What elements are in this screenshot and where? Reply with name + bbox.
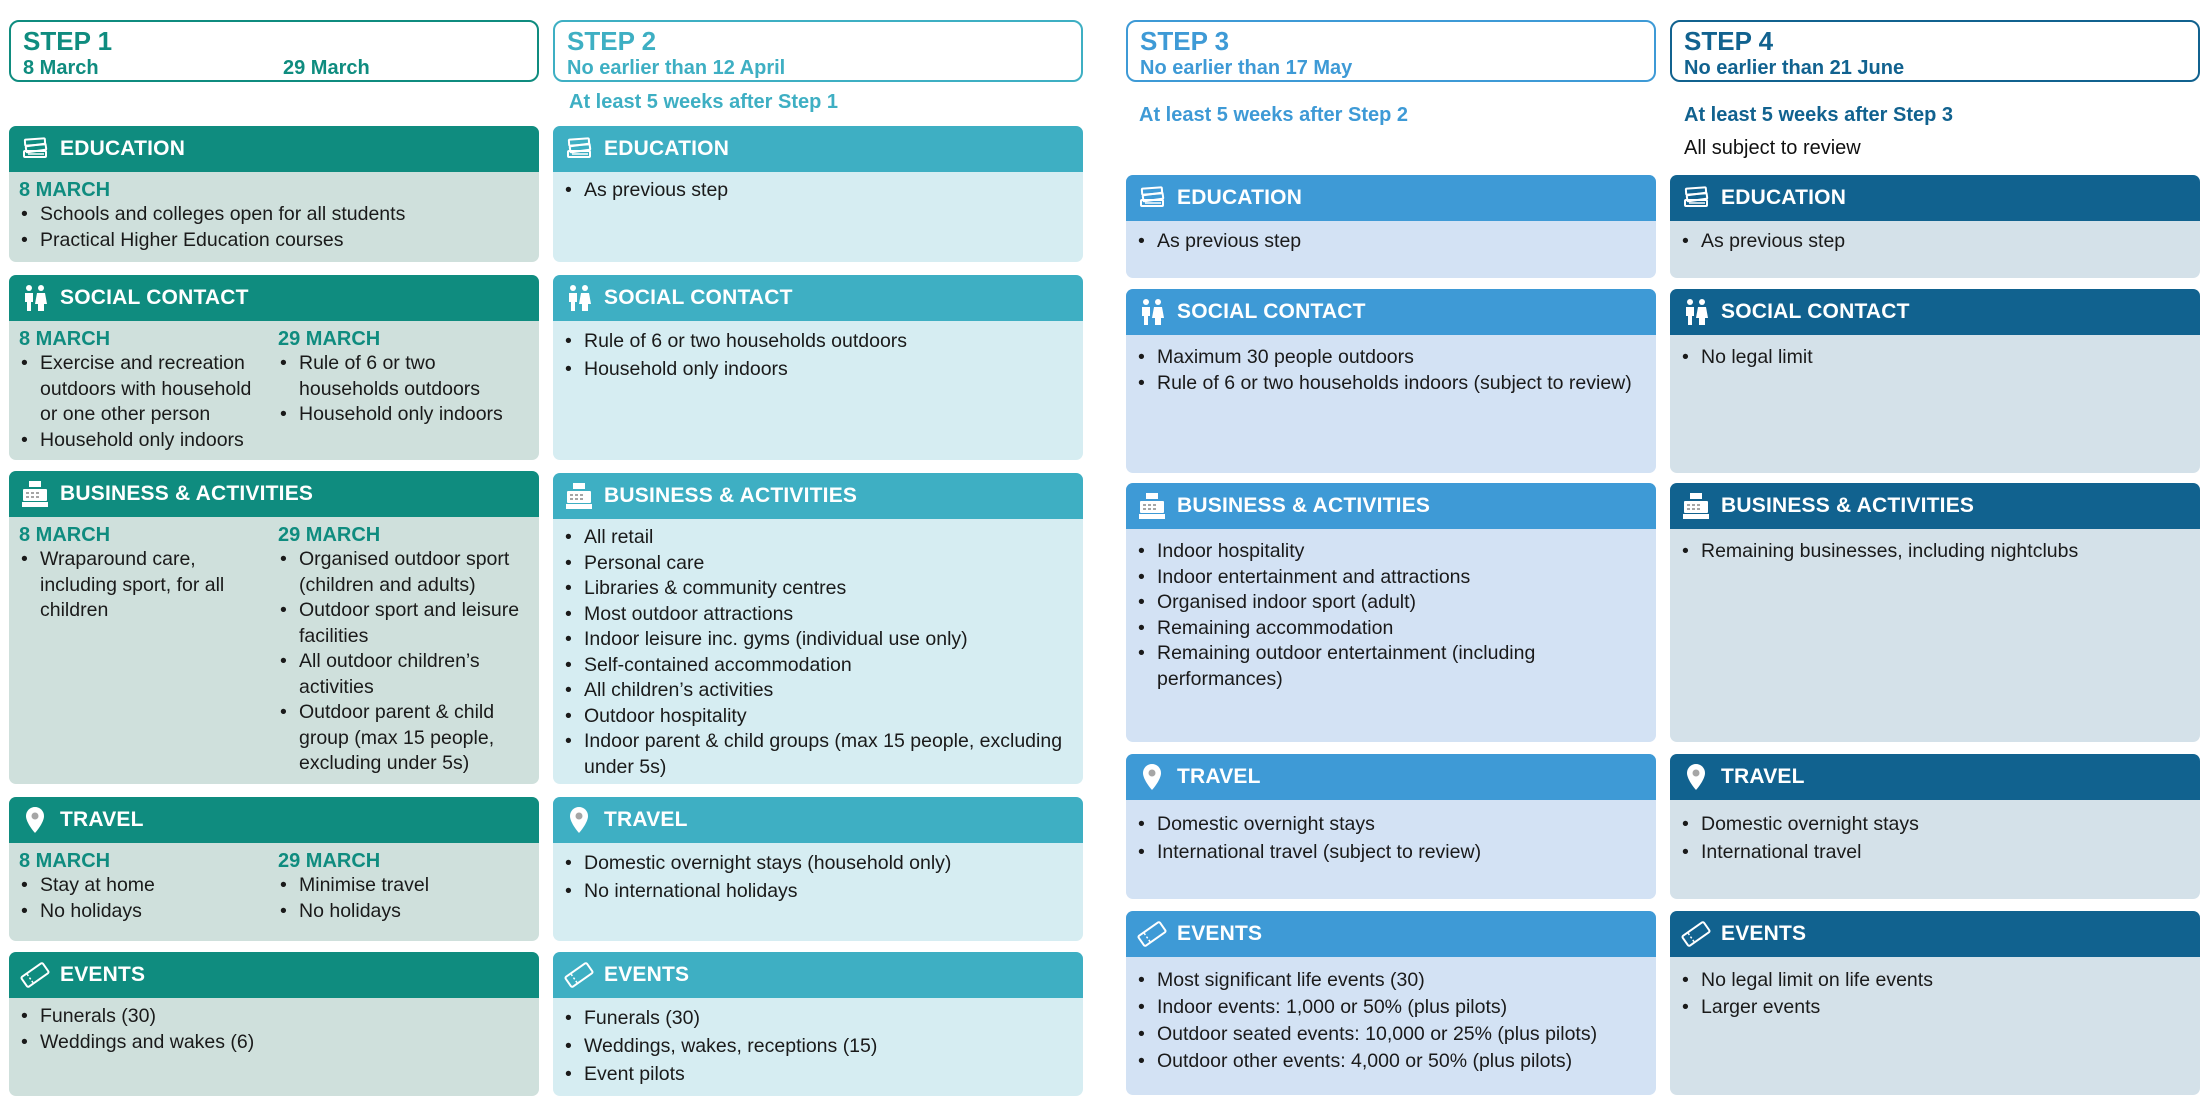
list-item: • Rule of 6 or two households outdoors	[563, 327, 1073, 355]
list-item: • Funerals (30)	[19, 1004, 529, 1030]
list-item: • All outdoor children’s activities	[278, 649, 529, 700]
people-icon	[564, 283, 594, 313]
list-item: • Household only indoors	[563, 355, 1073, 383]
step-3-education-card	[1126, 175, 1656, 278]
list-item: • Event pilots	[563, 1060, 1073, 1088]
step-3-note: At least 5 weeks after Step 2	[1139, 104, 1409, 126]
ticket-icon	[20, 960, 50, 990]
step-1-education-header	[9, 126, 539, 172]
step-2-travel-card	[553, 797, 1083, 941]
step-4-education-header	[1670, 175, 2200, 221]
step-3-date: No earlier than 17 May	[1140, 57, 1353, 79]
step-4-business-card	[1670, 483, 2200, 742]
step-4-header	[1670, 20, 2200, 82]
books-icon	[564, 134, 594, 164]
date-subheading: 8 MARCH	[19, 524, 111, 546]
list-item: • Household only indoors	[278, 402, 529, 428]
list-item: • Weddings and wakes (6)	[19, 1030, 529, 1056]
books-icon	[20, 134, 50, 164]
step-3-events-header	[1126, 911, 1656, 957]
list-item: • Rule of 6 or two households indoors (subject to review)	[1136, 371, 1646, 397]
step-4-travel-header	[1670, 754, 2200, 800]
ticket-icon	[1137, 919, 1167, 949]
step-3-travel-header	[1126, 754, 1656, 800]
cash-register-icon	[564, 481, 594, 511]
step-3-header	[1126, 20, 1656, 82]
section-title: TRAVEL	[604, 808, 688, 831]
section-title: TRAVEL	[1177, 765, 1261, 788]
ticket-icon	[1681, 919, 1711, 949]
section-title: BUSINESS & ACTIVITIES	[604, 484, 858, 507]
list-item: • Schools and colleges open for all students	[19, 202, 529, 228]
section-title: EDUCATION	[60, 137, 186, 160]
list-item: • Remaining accommodation	[1136, 616, 1646, 642]
section-title: BUSINESS & ACTIVITIES	[1177, 494, 1431, 517]
section-title: EVENTS	[1177, 922, 1263, 945]
step-2-social-card	[553, 275, 1083, 460]
list-item: • Stay at home	[19, 873, 270, 899]
step-4-social-card	[1670, 289, 2200, 473]
list-item: • Most outdoor attractions	[563, 602, 1073, 628]
location-pin-icon	[564, 805, 594, 835]
list-item: • Libraries & community centres	[563, 576, 1073, 602]
step-2-business-header	[553, 473, 1083, 519]
step-2-title: STEP 2	[567, 26, 657, 56]
section-title: BUSINESS & ACTIVITIES	[60, 482, 314, 505]
step-3-education-header	[1126, 175, 1656, 221]
list-item: • Larger events	[1680, 994, 2190, 1021]
list-item: • No international holidays	[563, 877, 1073, 905]
list-item: • Domestic overnight stays (household only)	[563, 849, 1073, 877]
section-title: SOCIAL CONTACT	[60, 286, 249, 309]
list-item: • Indoor hospitality	[1136, 539, 1646, 565]
list-item: • Practical Higher Education courses	[19, 228, 529, 254]
step-4-business-header	[1670, 483, 2200, 529]
list-item: • Weddings, wakes, receptions (15)	[563, 1032, 1073, 1060]
step-3-events-card	[1126, 911, 1656, 1095]
step-4-events-card	[1670, 911, 2200, 1095]
section-title: SOCIAL CONTACT	[1177, 300, 1366, 323]
list-item: • Indoor events: 1,000 or 50% (plus pilots)	[1136, 994, 1646, 1021]
list-item: • Funerals (30)	[563, 1004, 1073, 1032]
list-item: • International travel (subject to review)	[1136, 838, 1646, 866]
step-4-title: STEP 4	[1684, 26, 1774, 56]
list-item: • Indoor entertainment and attractions	[1136, 565, 1646, 591]
list-item: • As previous step	[1136, 229, 1646, 255]
step-2-header	[553, 20, 1083, 82]
list-item: • No holidays	[19, 899, 270, 925]
step-1-education-card	[9, 126, 539, 262]
list-item: • No holidays	[278, 899, 529, 925]
step-1-events-card	[9, 952, 539, 1096]
location-pin-icon	[20, 805, 50, 835]
step-2-events-header	[553, 952, 1083, 998]
step-2-note: At least 5 weeks after Step 1	[569, 91, 839, 113]
section-title: EDUCATION	[1721, 186, 1847, 209]
date-subheading: 8 MARCH	[19, 179, 111, 201]
section-title: EDUCATION	[604, 137, 730, 160]
step-4-note-review: All subject to review	[1684, 137, 1861, 159]
section-title: SOCIAL CONTACT	[1721, 300, 1910, 323]
list-item: • Outdoor seated events: 10,000 or 25% (plus pilots)	[1136, 1021, 1646, 1048]
section-title: TRAVEL	[60, 808, 144, 831]
list-item: • Rule of 6 or two households outdoors	[278, 351, 529, 402]
cash-register-icon	[1137, 491, 1167, 521]
step-3-business-header	[1126, 483, 1656, 529]
list-item: • International travel	[1680, 838, 2190, 866]
step-1-business-card	[9, 471, 539, 784]
cash-register-icon	[20, 479, 50, 509]
step-2-date: No earlier than 12 April	[567, 57, 786, 79]
step-4-travel-card	[1670, 754, 2200, 899]
step-4-date: No earlier than 21 June	[1684, 57, 1905, 79]
step-4-note: At least 5 weeks after Step 3	[1684, 104, 1954, 126]
list-item: • Minimise travel	[278, 873, 529, 899]
books-icon	[1681, 183, 1711, 213]
list-item: • Organised indoor sport (adult)	[1136, 590, 1646, 616]
books-icon	[1137, 183, 1167, 213]
step-3-business-card	[1126, 483, 1656, 742]
list-item: • As previous step	[563, 178, 1073, 204]
cash-register-icon	[1681, 491, 1711, 521]
list-item: • Outdoor other events: 4,000 or 50% (plus pilots)	[1136, 1048, 1646, 1075]
step-2-events-card	[553, 952, 1083, 1096]
location-pin-icon	[1681, 762, 1711, 792]
list-item: • No legal limit	[1680, 345, 2190, 371]
ticket-icon	[564, 960, 594, 990]
list-item: • Wraparound care, including sport, for all children	[19, 547, 270, 624]
list-item: • Remaining outdoor entertainment (including performances)	[1136, 641, 1646, 692]
list-item: • Domestic overnight stays	[1680, 810, 2190, 838]
list-item: • Outdoor hospitality	[563, 704, 1073, 730]
section-title: EVENTS	[60, 963, 146, 986]
step-4-events-header	[1670, 911, 2200, 957]
step-2-travel-header	[553, 797, 1083, 843]
section-title: BUSINESS & ACTIVITIES	[1721, 494, 1975, 517]
step-1-header	[9, 20, 539, 82]
step-2-education-header	[553, 126, 1083, 172]
list-item: • Most significant life events (30)	[1136, 967, 1646, 994]
list-item: • Domestic overnight stays	[1136, 810, 1646, 838]
list-item: • Personal care	[563, 551, 1073, 577]
step-1-travel-header	[9, 797, 539, 843]
list-item: • Organised outdoor sport (children and adults)	[278, 547, 529, 598]
people-icon	[1137, 297, 1167, 327]
section-title: EDUCATION	[1177, 186, 1303, 209]
date-subheading: 8 MARCH	[19, 850, 111, 872]
list-item: • Outdoor parent & child group (max 15 people, excluding under 5s)	[278, 700, 529, 777]
date-subheading: 8 MARCH	[19, 328, 111, 350]
list-item: • Remaining businesses, including nightclubs	[1680, 539, 2190, 565]
location-pin-icon	[1137, 762, 1167, 792]
list-item: • All retail	[563, 525, 1073, 551]
list-item: • Indoor leisure inc. gyms (individual use only)	[563, 627, 1073, 653]
step-2-education-card	[553, 126, 1083, 262]
step-2-social-header	[553, 275, 1083, 321]
date-subheading: 29 MARCH	[278, 328, 381, 350]
step-1-events-header	[9, 952, 539, 998]
step-3-title: STEP 3	[1140, 26, 1230, 56]
people-icon	[20, 283, 50, 313]
list-item: • All children’s activities	[563, 678, 1073, 704]
step-1-date-1: 8 March	[23, 57, 99, 79]
date-subheading: 29 MARCH	[278, 850, 381, 872]
list-item: • Exercise and recreation outdoors with household or one other person	[19, 351, 270, 428]
section-title: EVENTS	[604, 963, 690, 986]
step-1-social-header	[9, 275, 539, 321]
date-subheading: 29 MARCH	[278, 524, 381, 546]
section-title: SOCIAL CONTACT	[604, 286, 793, 309]
list-item: • Self-contained accommodation	[563, 653, 1073, 679]
step-4-education-card	[1670, 175, 2200, 278]
step-1-travel-card	[9, 797, 539, 941]
step-1-title: STEP 1	[23, 26, 113, 56]
list-item: • As previous step	[1680, 229, 2190, 255]
section-title: EVENTS	[1721, 922, 1807, 945]
step-3-social-header	[1126, 289, 1656, 335]
step-1-date-2: 29 March	[283, 57, 370, 79]
step-1-business-header	[9, 471, 539, 517]
people-icon	[1681, 297, 1711, 327]
list-item: • Household only indoors	[19, 428, 270, 454]
list-item: • Indoor parent & child groups (max 15 people, excluding under 5s)	[563, 729, 1073, 780]
list-item: • Maximum 30 people outdoors	[1136, 345, 1646, 371]
step-2-business-card	[553, 473, 1083, 784]
section-title: TRAVEL	[1721, 765, 1805, 788]
list-item: • Outdoor sport and leisure facilities	[278, 598, 529, 649]
step-1-social-card	[9, 275, 539, 460]
step-3-social-card	[1126, 289, 1656, 473]
step-3-travel-card	[1126, 754, 1656, 899]
list-item: • No legal limit on life events	[1680, 967, 2190, 994]
step-4-social-header	[1670, 289, 2200, 335]
